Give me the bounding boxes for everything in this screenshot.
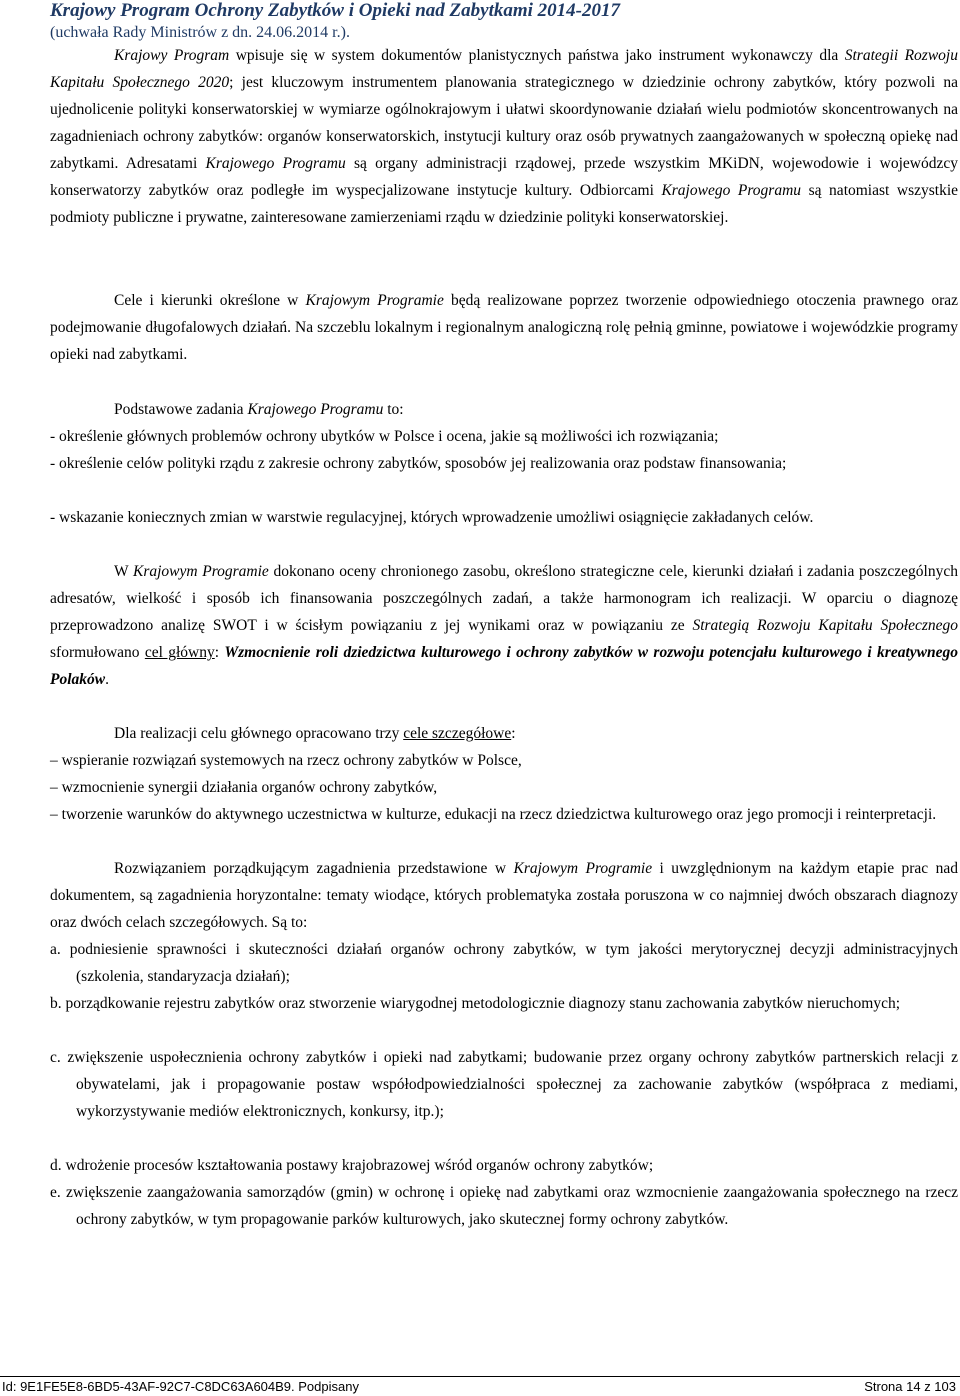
text: : xyxy=(511,725,516,742)
horizontal-item: e. zwiększenie zaangażowania samorządów (gmin) w ochronę i opiekę nad zabytkami oraz wzmocnienie zaangażowania społecznego na rzecz ochrony zabytków, w tym propagowanie parków kulturowych, jako skutecznej formy ochrony zabytków. xyxy=(50,1184,958,1228)
italic-term: Krajowego Programu xyxy=(661,182,802,199)
paragraph-program-scope xyxy=(50,42,958,231)
text: to: xyxy=(383,401,404,418)
horizontal-item: d. wdrożenie procesów kształtowania postawy krajobrazowej wśród organów ochrony zabytków; xyxy=(50,1157,654,1174)
italic-term: Strategią Rozwoju Kapitału Społecznego xyxy=(692,617,958,634)
paragraph-assessment xyxy=(50,558,958,693)
goal-item: – wzmocnienie synergii działania organów ochrony zabytków, xyxy=(50,779,438,796)
document-id: Id: 9E1FE5E8-6BD5-43AF-92C7-C8DC63A604B9. Podpisany xyxy=(2,1379,359,1394)
task-item: - określenie głównych problemów ochrony ubytków w Polsce i ocena, jakie są możliwości ich rozwiązania; xyxy=(50,428,719,445)
page-footer xyxy=(0,1376,960,1396)
italic-term: Krajowego Programu xyxy=(247,401,384,418)
text: Rozwiązaniem porządkującym zagadnienia przedstawione w xyxy=(114,860,514,877)
paragraph-goals-directions xyxy=(50,287,958,368)
text: są organy administracji rządowej, przede wszystkim MKiDN, wojewodowie i wojewódzcy konserwatorzy zabytków oraz podległe im wyspecjalizowane instytucje kultury. Odbiorcami xyxy=(50,155,959,199)
italic-term: Krajowym Programie xyxy=(133,563,269,580)
italic-term: Krajowym Programie xyxy=(305,292,444,309)
text: Podstawowe zadania xyxy=(114,401,248,418)
task-item: - określenie celów polityki rządu z zakresie ochrony zabytków, sposobów jej realizowania oraz podstaw finansowania; xyxy=(50,455,787,472)
goal-item: – wspieranie rozwiązań systemowych na rzecz ochrony zabytków w Polsce, xyxy=(50,752,522,769)
text: wpisuje się w system dokumentów planistycznych państwa jako instrument wykonawczy dla xyxy=(229,47,845,64)
main-goal-text: Wzmocnienie roli dziedzictwa kulturowego i ochrony zabytków w rozwoju potencjału kulturowego i kreatywnego Polaków xyxy=(50,644,958,688)
text: będą realizowane poprzez tworzenie odpowiedniego otoczenia prawnego oraz podejmowanie długofalowych działań. Na szczeblu lokalnym i regionalnym analogiczną rolę pełnią gminne, powiatowe i wojewódzkie programy opieki nad zabytkami. xyxy=(50,292,958,363)
text: . xyxy=(105,671,109,688)
text: są natomiast wszystkie podmioty publiczne i prywatne, zainteresowane zamierzeniami rządu w dziedzinie polityki konserwatorskiej. xyxy=(50,182,959,226)
text: ; jest kluczowym instrumentem planowania strategicznego w dziedzinie ochrony zabytków, który pozwoli na ujednolicenie polityki konserwatorskiej w wymiarze ogólnokrajowym i ułatwi skoordynowanie działań wielu podmiotów skoncentrowanych na zagadnieniach ochrony zabytków: organów konserwatorskich, instytucji kultury oraz osób prywatnych zaangażowanych w społeczną opiekę nad zabytkami. Adresatami xyxy=(50,74,958,172)
horizontal-item: a. podniesienie sprawności i skuteczności działań organów ochrony zabytków, w tym jakości merytorycznej decyzji administracyjnych (szkolenia, standaryzacja działań); xyxy=(50,941,958,985)
italic-term: Krajowy Program xyxy=(114,47,230,64)
text: i uwzględnionym na każdym etapie prac nad dokumentem, są zagadnienia horyzontalne: tematy wiodące, których problematyka została poruszona w co najmniej dwóch obszarach diagnozy oraz dwóch celach szczegółowych. Są to: xyxy=(50,860,958,931)
goal-item: – tworzenie warunków do aktywnego uczestnictwa w kulturze, edukacji na rzecz dziedzictwa kulturowego oraz jego promocji i reinterpretacji. xyxy=(50,806,937,823)
text: sformułowano xyxy=(50,644,145,661)
task-item: - wskazanie koniecznych zmian w warstwie regulacyjnej, których wprowadzenie umożliwi osiągnięcie zakładanych celów. xyxy=(50,509,814,526)
document-title: Krajowy Program Ochrony Zabytków i Opieki nad Zabytkami 2014-2017 xyxy=(50,0,620,21)
text: dokonano oceny chronionego zasobu, określono strategiczne cele, kierunki działań i zadania poszczególnych adresatów, wielkość i sposób ich finansowania poszczególnych zadań, a także harmonogram ich realizacji. W oparciu o diagnozę przeprowadzono analizę SWOT i w ścisłym powiązaniu z jej wynikami oraz w powiązaniu ze xyxy=(50,563,958,634)
italic-term: Krajowym Programie xyxy=(513,860,653,877)
italic-term: Strategii Rozwoju Kapitału Społecznego 2020 xyxy=(50,47,958,91)
horizontal-item: b. porządkowanie rejestru zabytków oraz stworzenie wiarygodnej metodologicznie diagnozy stanu zachowania zabytków nieruchomych; xyxy=(50,995,901,1012)
text: Cele i kierunki określone w xyxy=(114,292,306,309)
italic-term: Krajowego Programu xyxy=(205,155,346,172)
text: : xyxy=(214,644,225,661)
text: W xyxy=(114,563,133,580)
underlined-term: cele szczegółowe xyxy=(403,725,512,742)
paragraph-basic-tasks xyxy=(50,396,958,423)
page-number: Strona 14 z 103 xyxy=(864,1379,956,1394)
text: Dla realizacji celu głównego opracowano trzy xyxy=(114,725,404,742)
horizontal-item: c. zwiększenie uspołecznienia ochrony zabytków i opieki nad zabytkami; budowanie przez organy ochrony zabytków partnerskich relacji z obywatelami, jak i propagowanie postaw współodpowiedzialności społecznej za zachowanie zabytków (współpraca z mediami, wykorzystywanie mediów elektronicznych, konkursy, itp.); xyxy=(50,1049,958,1120)
paragraph-horizontal-issues xyxy=(50,855,958,936)
paragraph-specific-goals xyxy=(50,720,958,747)
underlined-term: cel główny xyxy=(144,644,215,661)
document-subtitle: (uchwała Rady Ministrów z dn. 24.06.2014 r.). xyxy=(50,24,350,41)
